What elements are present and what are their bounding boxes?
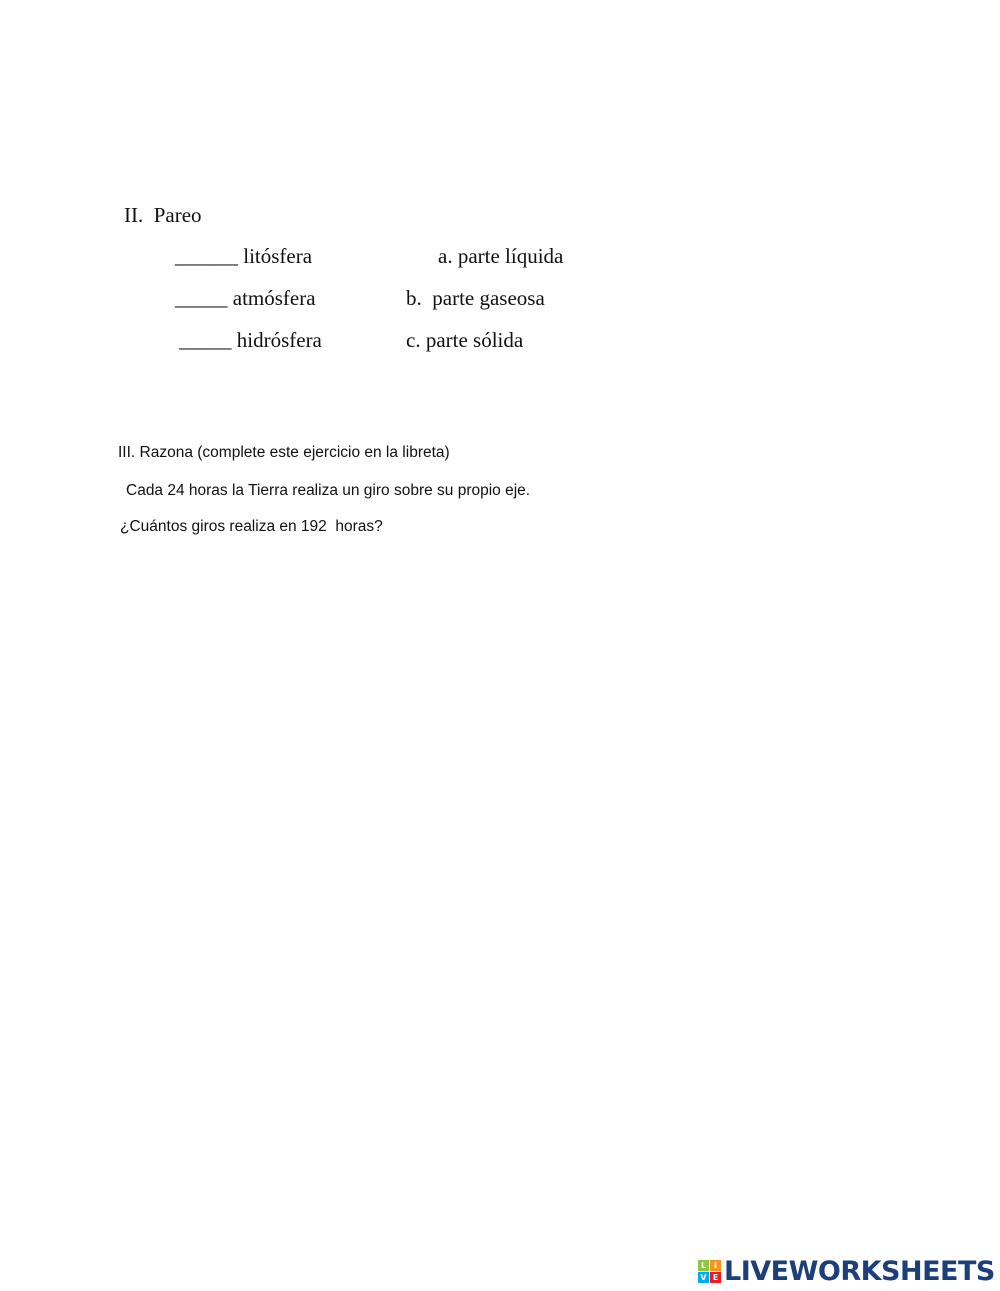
logo-mark-cell: I — [710, 1260, 721, 1271]
logo-mark-cell: E — [710, 1272, 721, 1283]
matching-option-b: b. parte gaseosa — [406, 286, 545, 310]
logo-mark-cell: L — [698, 1260, 709, 1271]
matching-item-2: _____ atmósfera — [175, 286, 316, 310]
logo-mark-icon — [698, 1260, 721, 1283]
section-3-statement: Cada 24 horas la Tierra realiza un giro sobre su propio eje. — [126, 482, 531, 499]
logo-mark-cell: V — [698, 1272, 709, 1283]
section-3-question: ¿Cuántos giros realiza en 192 horas? — [120, 518, 383, 535]
liveworksheets-logo[interactable] — [698, 1256, 995, 1286]
section-2-title: II. Pareo — [124, 203, 202, 227]
matching-item-3: _____ hidrósfera — [179, 328, 322, 352]
logo-text: LIVEWORKSHEETS — [724, 1255, 995, 1287]
section-3-title: III. Razona (complete este ejercicio en la libreta) — [118, 444, 450, 461]
matching-option-c: c. parte sólida — [406, 328, 524, 352]
matching-option-a: a. parte líquida — [438, 244, 564, 268]
matching-item-1: ______ litósfera — [175, 244, 313, 268]
